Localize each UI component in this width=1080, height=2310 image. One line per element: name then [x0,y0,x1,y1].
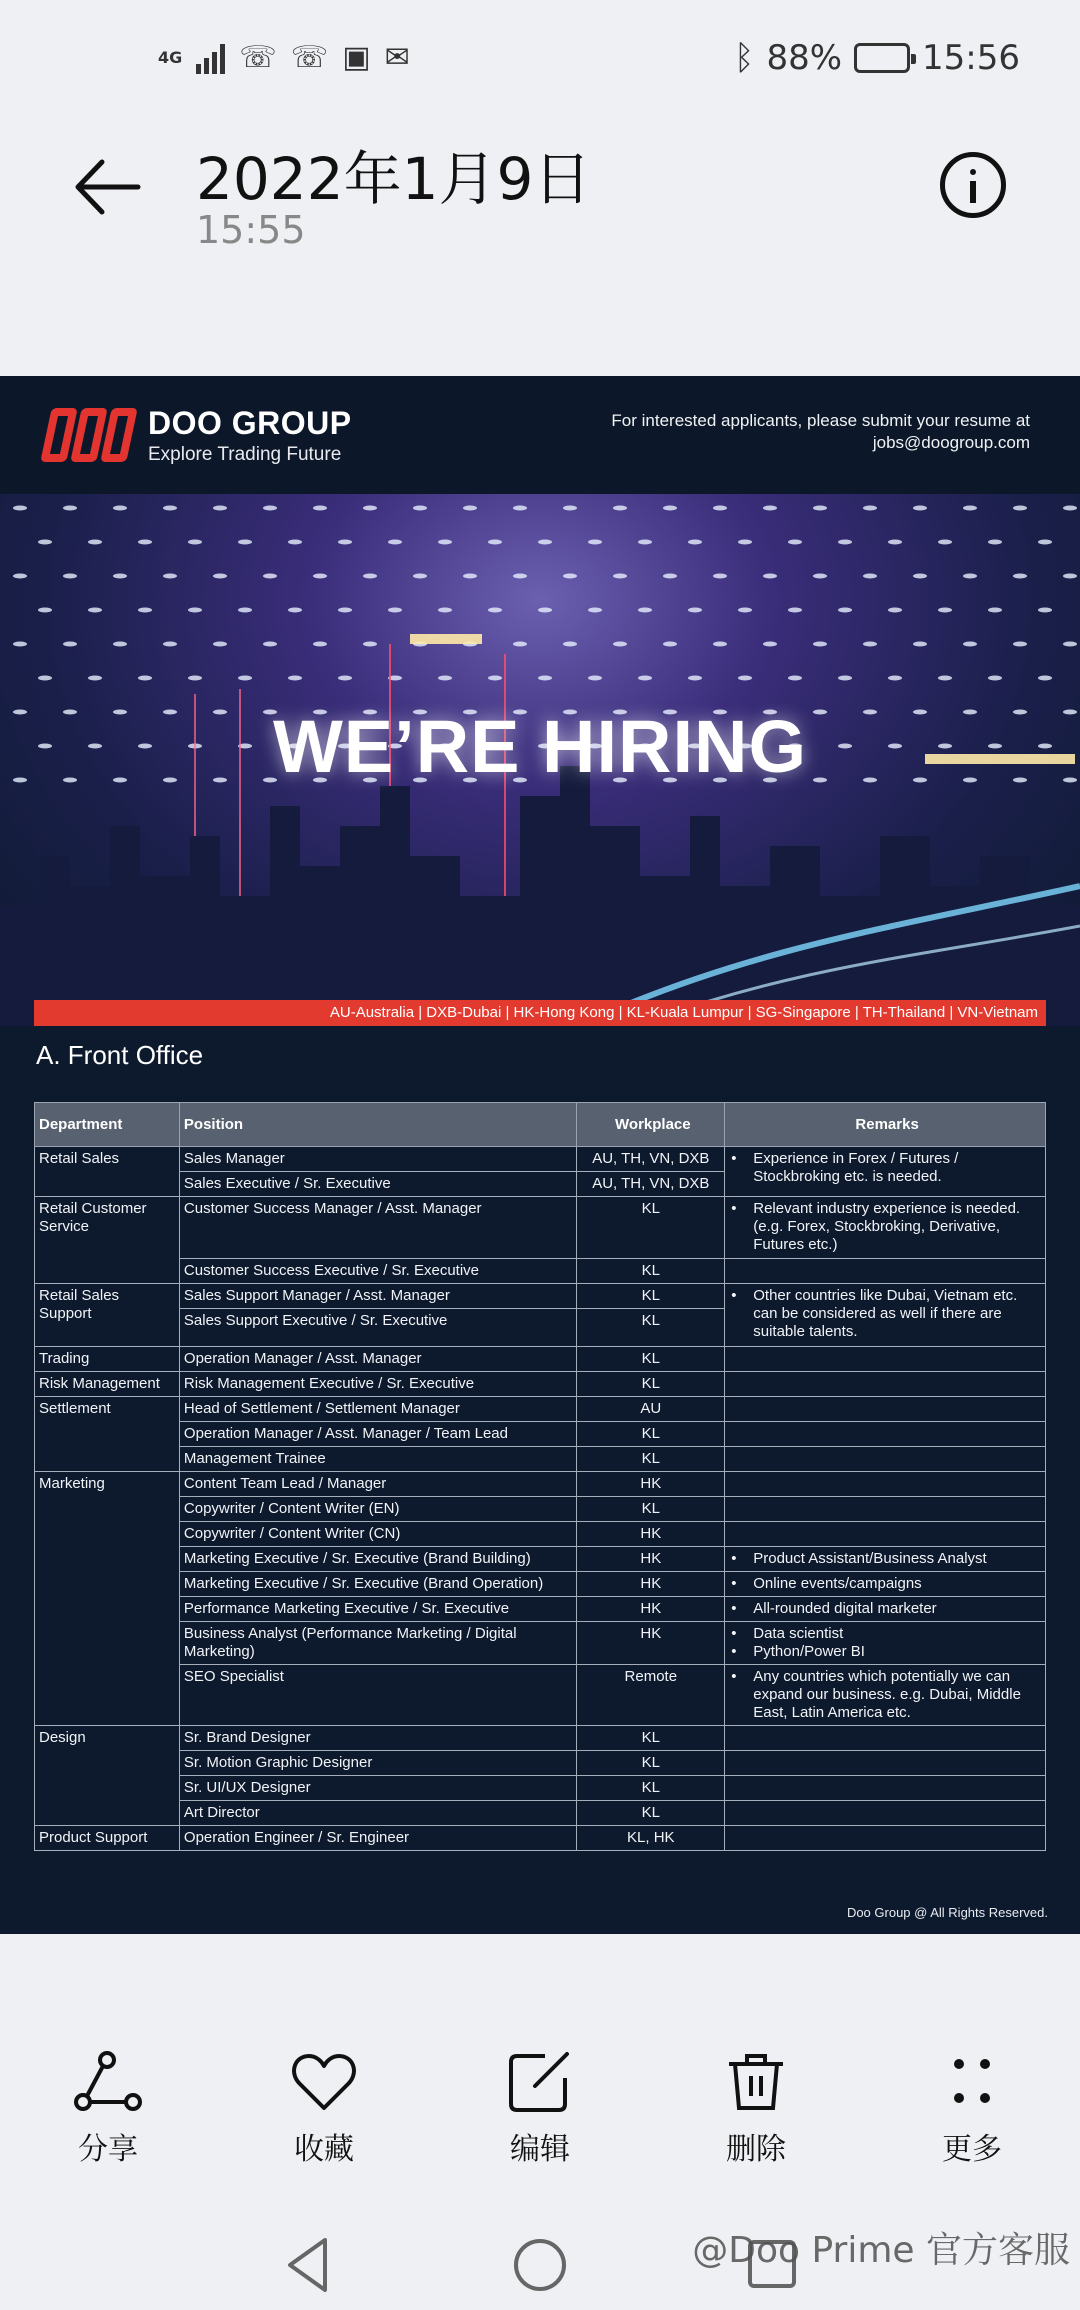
edit-icon [505,2050,575,2114]
department-cell: Design [35,1726,180,1826]
position-cell: Sr. Brand Designer [179,1726,576,1751]
workplace-cell: HK [577,1522,725,1547]
position-cell: Sales Manager [179,1147,576,1172]
apply-instructions [611,410,1030,454]
workplace-cell: KL, HK [577,1826,725,1851]
light-dot [613,506,627,511]
remarks-cell [725,1259,1046,1284]
light-dot [238,608,252,613]
nav-back-icon[interactable] [290,2240,325,2290]
table-row [35,1372,1046,1397]
light-dot [1038,676,1052,681]
photo-actions-bar [0,2040,1080,2180]
light-dot [963,642,977,647]
table-row [35,1347,1046,1372]
light-dot [188,608,202,613]
workplace-cell: KL [577,1197,725,1259]
column-header: Position [179,1103,576,1147]
remark-item: • Other countries like Dubai, Vietnam etc. can be considered as well if there are suitable talents. [731,1287,1041,1341]
light-dot [938,540,952,545]
light-dot [413,574,427,579]
table-row [35,1572,1046,1597]
light-dot [763,642,777,647]
workplace-cell: KL [577,1726,725,1751]
workplace-cell: KL [577,1259,725,1284]
section-title: A. Front Office [36,1040,204,1070]
light-dot [713,506,727,511]
light-dot [88,540,102,545]
light-dot [1063,574,1077,579]
position-cell: Copywriter / Content Writer (CN) [179,1522,576,1547]
workplace-cell: KL [577,1497,725,1522]
department-cell: Retail Sales [35,1147,180,1197]
light-dot [413,506,427,511]
workplace-cell: KL [577,1776,725,1801]
back-arrow-icon[interactable] [72,152,142,222]
light-dot [263,506,277,511]
light-dot [63,506,77,511]
table-header-row [35,1103,1046,1147]
light-dot [913,506,927,511]
more-icon [937,2050,1007,2114]
light-dot [438,540,452,545]
light-dot [463,574,477,579]
light-dot [588,608,602,613]
light-dot [363,642,377,647]
position-cell: Customer Success Executive / Sr. Executive [179,1259,576,1284]
light-dot [713,574,727,579]
light-dot [963,506,977,511]
remarks-cell [725,1397,1046,1422]
light-dot [688,608,702,613]
position-cell: Risk Management Executive / Sr. Executive [179,1372,576,1397]
remark-item: • Relevant industry experience is needed. (e.g. Forex, Stockbroking, Derivative, Futures etc.) [731,1200,1041,1254]
light-dot [838,608,852,613]
column-header: Remarks [725,1103,1046,1147]
light-dot [438,608,452,613]
locations-bar: AU-Australia | DXB-Dubai | HK-Hong Kong | KL-Kuala Lumpur | SG-Singapore | TH-Thailand | VN-Vietnam [34,1000,1046,1026]
position-cell: Art Director [179,1801,576,1826]
light-dot [788,608,802,613]
light-dot [938,676,952,681]
light-dot [638,676,652,681]
share-icon [73,2050,143,2114]
light-dot [113,506,127,511]
remarks-cell [725,1422,1046,1447]
bluetooth-icon: ᛒ [734,38,755,78]
position-cell: Sr. UI/UX Designer [179,1776,576,1801]
light-dot [1013,642,1027,647]
position-cell: Marketing Executive / Sr. Executive (Brand Operation) [179,1572,576,1597]
remarks-cell [725,1751,1046,1776]
light-dot [288,608,302,613]
department-cell: Retail Sales Support [35,1284,180,1347]
remarks-cell [725,1597,1046,1622]
column-header: Department [35,1103,180,1147]
remarks-cell [725,1447,1046,1472]
hero-city-image [0,494,1080,1026]
workplace-cell: HK [577,1597,725,1622]
light-dot [813,642,827,647]
more-button[interactable] [902,2050,1042,2168]
workplace-cell: KL [577,1309,725,1347]
notification-icon: ▣ [342,40,371,75]
workplace-cell: KL [577,1447,725,1472]
light-dot [13,506,27,511]
light-dot [438,676,452,681]
clock: 15:56 [922,38,1020,78]
light-dot [38,608,52,613]
light-dot [538,608,552,613]
status-left-icons [158,40,410,75]
light-dot [13,642,27,647]
light-dot [1013,574,1027,579]
light-dot [38,676,52,681]
light-dot [913,574,927,579]
light-dot [113,642,127,647]
light-dot [263,574,277,579]
light-dot [538,540,552,545]
light-dot [788,676,802,681]
light-dot [888,540,902,545]
message-icon: ✉ [384,40,410,75]
status-right-icons [734,38,1020,78]
remarks-cell [725,1472,1046,1497]
department-cell: Risk Management [35,1372,180,1397]
share-button[interactable] [38,2050,178,2168]
position-cell: Marketing Executive / Sr. Executive (Brand Building) [179,1547,576,1572]
department-cell: Trading [35,1347,180,1372]
light-dot [163,506,177,511]
light-dot [638,540,652,545]
light-dot [188,676,202,681]
workplace-cell: KL [577,1284,725,1309]
light-dot [888,676,902,681]
doo-logo-mark [44,404,136,466]
remark-item: • Experience in Forex / Futures / Stockbroking etc. is needed. [731,1150,1041,1186]
light-dot [613,574,627,579]
light-dot [1063,506,1077,511]
apply-email: jobs@doogroup.com [872,433,1030,452]
light-dot [663,574,677,579]
remarks-cell [725,1622,1046,1665]
table-row [35,1422,1046,1447]
light-dot [138,608,152,613]
table-row [35,1497,1046,1522]
light-dot [738,676,752,681]
poster-top-bar [0,376,1080,494]
workplace-cell: KL [577,1801,725,1826]
light-dot [1013,506,1027,511]
remarks-cell [725,1522,1046,1547]
table-row [35,1547,1046,1572]
department-cell: Settlement [35,1397,180,1472]
light-dot [988,540,1002,545]
favorite-label: 收藏 [294,2132,354,2167]
light-dot [88,676,102,681]
missed-call-icon-2: ☏ [290,40,329,75]
light-dot [513,574,527,579]
light-dot [563,506,577,511]
light-dot [538,676,552,681]
light-dot [463,506,477,511]
light-dot [388,540,402,545]
heart-icon [289,2050,359,2114]
workplace-cell: HK [577,1547,725,1572]
workplace-cell: HK [577,1572,725,1597]
light-dot [813,574,827,579]
position-cell: Content Team Lead / Manager [179,1472,576,1497]
table-row [35,1665,1046,1726]
brand-name: DOO GROUP [148,404,352,441]
remarks-cell [725,1776,1046,1801]
workplace-cell: AU, TH, VN, DXB [577,1147,725,1172]
light-dot [863,574,877,579]
missed-call-icon: ☏ [239,40,277,75]
remarks-cell [725,1197,1046,1259]
position-cell: Copywriter / Content Writer (EN) [179,1497,576,1522]
light-dot [563,642,577,647]
remarks-cell [725,1147,1046,1197]
remarks-cell [725,1726,1046,1751]
edit-button[interactable] [470,2050,610,2168]
delete-label: 删除 [726,2132,786,2167]
light-dot [138,676,152,681]
light-dot [738,608,752,613]
light-dot [613,642,627,647]
light-dot [313,506,327,511]
light-dot [63,642,77,647]
light-dot [963,574,977,579]
hiring-poster-image [0,376,1080,1934]
light-dot [863,642,877,647]
light-dot [213,506,227,511]
light-dot [113,574,127,579]
city-skyline [0,766,1080,1026]
light-dot [663,506,677,511]
workplace-cell: KL [577,1347,725,1372]
network-type: 4G [158,47,183,67]
favorite-button[interactable] [254,2050,394,2168]
table-row [35,1826,1046,1851]
position-cell: Head of Settlement / Settlement Manager [179,1397,576,1422]
light-dot [738,540,752,545]
position-cell: Performance Marketing Executive / Sr. Executive [179,1597,576,1622]
more-label: 更多 [942,2132,1002,2167]
light-dot [588,540,602,545]
doo-group-logo [44,404,352,466]
light-dot [1038,608,1052,613]
position-cell: Operation Engineer / Sr. Engineer [179,1826,576,1851]
light-dot [88,608,102,613]
edit-label: 编辑 [510,2132,570,2167]
workplace-cell: AU, TH, VN, DXB [577,1172,725,1197]
workplace-cell: KL [577,1422,725,1447]
light-dot [688,676,702,681]
info-icon[interactable] [940,152,1006,218]
table-row [35,1751,1046,1776]
department-cell: Product Support [35,1826,180,1851]
light-dot [838,676,852,681]
remarks-cell [725,1284,1046,1347]
workplace-cell: Remote [577,1665,725,1726]
workplace-cell: KL [577,1751,725,1776]
light-dot [313,642,327,647]
workplace-cell: HK [577,1622,725,1665]
table-row [35,1776,1046,1801]
table-row [35,1622,1046,1665]
battery-percent: 88% [766,38,843,78]
light-dot [238,676,252,681]
light-dot [513,642,527,647]
remark-item: • Online events/campaigns [731,1575,1041,1593]
light-dot [163,642,177,647]
delete-button[interactable] [686,2050,826,2168]
light-dot [888,608,902,613]
trash-icon [721,2050,791,2114]
light-dot [338,608,352,613]
light-dot [363,574,377,579]
light-dot [913,642,927,647]
position-cell: Operation Manager / Asst. Manager [179,1347,576,1372]
watermark-text: @Doo Prime 官方客服 [692,2230,1070,2271]
battery-icon [854,43,910,73]
light-dot [363,506,377,511]
department-cell: Retail Customer Service [35,1197,180,1284]
remarks-cell [725,1665,1046,1726]
table-row [35,1259,1046,1284]
light-dot [138,540,152,545]
table-row [35,1522,1046,1547]
position-cell: Sr. Motion Graphic Designer [179,1751,576,1776]
table-row [35,1801,1046,1826]
light-dot [638,608,652,613]
position-cell: SEO Specialist [179,1665,576,1726]
light-dot [188,540,202,545]
table-row [35,1597,1046,1622]
remarks-cell [725,1826,1046,1851]
light-dot [213,574,227,579]
department-cell: Marketing [35,1472,180,1726]
position-cell: Management Trainee [179,1447,576,1472]
light-dot [288,676,302,681]
viewer-header [0,120,1080,370]
light-dot [63,574,77,579]
light-dot [513,506,527,511]
light-dot [488,540,502,545]
light-dot [763,506,777,511]
remark-item: • Python/Power BI [731,1643,1041,1661]
light-dot [813,506,827,511]
light-dot [288,540,302,545]
light-dot [338,676,352,681]
light-dot [838,540,852,545]
light-dot [38,540,52,545]
remarks-cell [725,1801,1046,1826]
light-dot [688,540,702,545]
light-dot [863,506,877,511]
status-bar [0,0,1080,120]
light-dot [1038,540,1052,545]
light-dot [263,642,277,647]
position-cell: Sales Executive / Sr. Executive [179,1172,576,1197]
poster-footer: Doo Group @ All Rights Reserved. [846,1905,1048,1920]
light-dot [313,574,327,579]
light-dot [663,642,677,647]
remarks-cell [725,1347,1046,1372]
workplace-cell: KL [577,1372,725,1397]
light-dot [563,574,577,579]
column-header: Workplace [577,1103,725,1147]
light-dot [938,608,952,613]
photo-time: 15:55 [196,208,306,252]
apply-line-1: For interested applicants, please submit your resume at [611,411,1030,430]
photo-date: 2022年1月9日 [196,145,592,213]
position-cell: Customer Success Manager / Asst. Manager [179,1197,576,1259]
light-dot [388,608,402,613]
light-dot [763,574,777,579]
remark-item: • Any countries which potentially we can expand our business. e.g. Dubai, Middle East, Latin America etc. [731,1668,1041,1722]
light-dot [988,608,1002,613]
share-label: 分享 [78,2132,138,2167]
light-dot [13,574,27,579]
remarks-cell [725,1572,1046,1597]
remarks-cell [725,1497,1046,1522]
table-row [35,1472,1046,1497]
remark-item: • All-rounded digital marketer [731,1600,1041,1618]
workplace-cell: AU [577,1397,725,1422]
light-dot [238,540,252,545]
remarks-cell [725,1547,1046,1572]
light-dot [213,642,227,647]
signal-icon [196,42,225,74]
light-dot [338,540,352,545]
light-dot [488,676,502,681]
jobs-table [34,1102,1046,1851]
table-row [35,1197,1046,1259]
position-cell: Operation Manager / Asst. Manager / Team Lead [179,1422,576,1447]
table-row [35,1726,1046,1751]
table-row [35,1284,1046,1309]
light-dot [163,574,177,579]
light-dot [1063,642,1077,647]
remarks-cell [725,1372,1046,1397]
light-dot [788,540,802,545]
light-dot [488,608,502,613]
brand-tagline: Explore Trading Future [148,443,342,465]
position-cell: Sales Support Manager / Asst. Manager [179,1284,576,1309]
table-row [35,1447,1046,1472]
light-dot [713,642,727,647]
position-cell: Sales Support Executive / Sr. Executive [179,1309,576,1347]
remark-item: • Data scientist [731,1625,1041,1643]
hiring-headline: WE’RE HIRING [272,705,808,788]
position-cell: Business Analyst (Performance Marketing / Digital Marketing) [179,1622,576,1665]
light-dot [588,676,602,681]
light-dot [988,676,1002,681]
table-row [35,1147,1046,1172]
table-row [35,1397,1046,1422]
workplace-cell: HK [577,1472,725,1497]
remark-item: • Product Assistant/Business Analyst [731,1550,1041,1568]
nav-home-icon[interactable] [516,2241,564,2289]
